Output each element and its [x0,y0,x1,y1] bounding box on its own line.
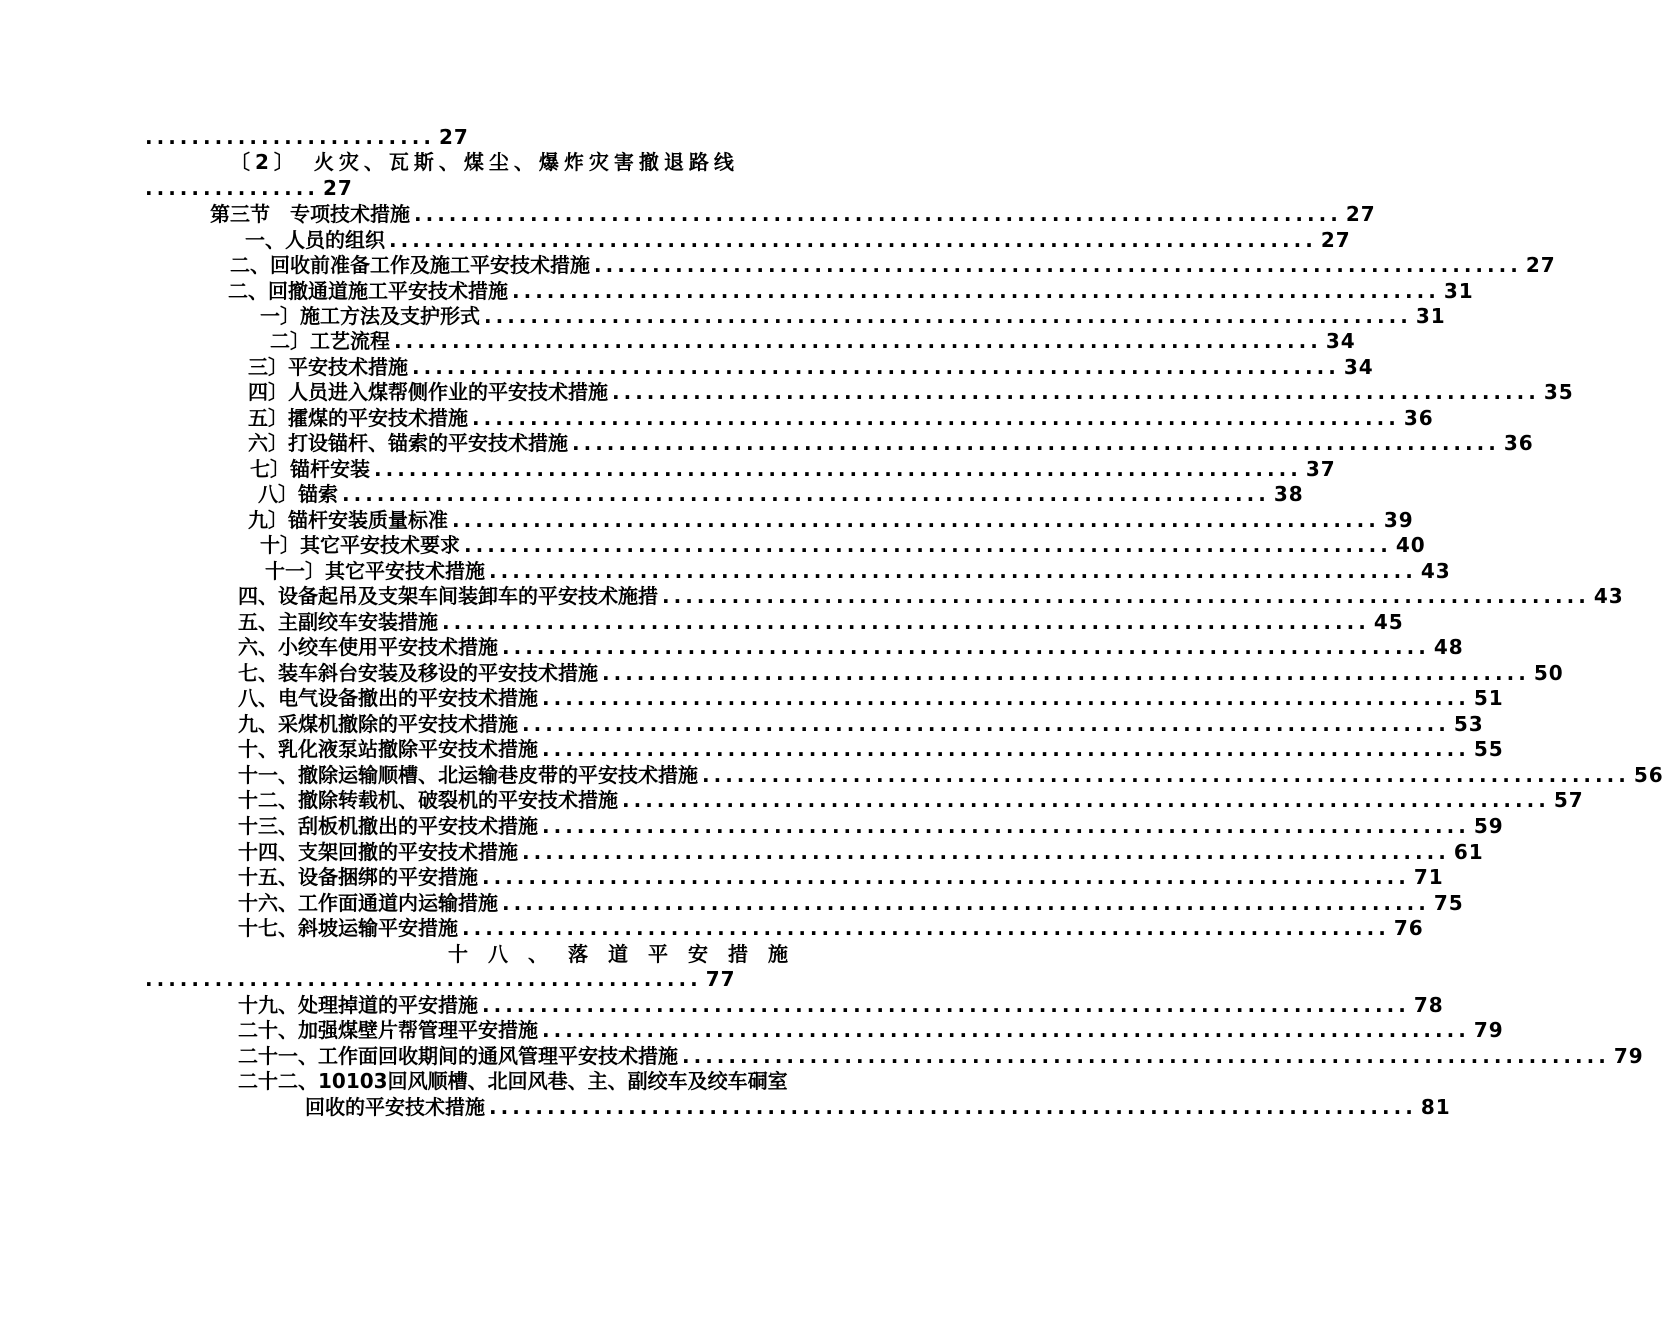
entry-title: 八、电气设备撤出的平安技术措施 [238,686,538,710]
page-number: 61 [1453,840,1484,864]
page-number: 59 [1473,814,1504,838]
dot-leader: ................................................................................ [522,840,1450,864]
page-number: 55 [1473,737,1504,761]
toc-entry-continuation[interactable] [145,967,736,992]
toc-entry[interactable] [238,661,1564,686]
dot-leader: ................................................................................ [522,712,1450,736]
dot-leader: ................................................................................ [442,610,1370,634]
dot-leader: ............... [145,176,319,200]
toc-entry[interactable] [228,279,1474,304]
entry-title: 二、回收前准备工作及施工平安技术措施 [230,253,590,277]
dot-leader: ................................................................................ [462,916,1390,940]
page-number: 56 [1633,763,1664,787]
page-number: 27 [438,125,469,149]
toc-entry[interactable] [238,712,1484,737]
toc-entry[interactable] [238,763,1664,788]
dot-leader: ................................................ [145,967,702,991]
page-number: 34 [1325,329,1356,353]
entry-title: 七、装车斜台安装及移设的平安技术措施 [238,661,598,685]
page-number: 53 [1453,712,1484,736]
dot-leader: ................................................................................ [489,1095,1417,1119]
entry-title: 六、小绞车使用平安技术措施 [238,635,498,659]
page-number: 27 [1345,202,1376,226]
toc-entry[interactable] [238,610,1404,635]
entry-title: 十一、撤除运输顺槽、北运输巷皮带的平安技术措施 [238,763,698,787]
toc-entry[interactable] [248,355,1374,380]
entry-title: 十四、支架回撤的平安技术措施 [238,840,518,864]
page-number: 39 [1383,508,1414,532]
dot-leader: ................................................................................ [389,228,1317,252]
toc-entry[interactable] [238,737,1504,762]
entry-title: 四〕人员进入煤帮侧作业的平安技术措施 [248,380,608,404]
toc-entry[interactable] [238,686,1504,711]
page-number: 43 [1593,584,1624,608]
page-number: 36 [1503,431,1534,455]
toc-entry-continuation[interactable] [145,125,469,150]
page-number: 38 [1273,482,1304,506]
dot-leader: ................................................................................ [472,406,1400,430]
toc-entry[interactable] [238,788,1584,813]
entry-title: 八〕锚索 [258,482,338,506]
dot-leader: ......................... [145,125,435,149]
toc-entry[interactable] [238,1069,832,1094]
page-number: 75 [1433,891,1464,915]
entry-title: 十九、处理掉道的平安措施 [238,993,478,1017]
page-number: 48 [1433,635,1464,659]
page-number: 77 [705,967,736,991]
entry-title: 十、乳化液泵站撤除平安技术措施 [238,737,538,761]
page-number: 71 [1413,865,1444,889]
entry-title: 十五、设备捆绑的平安措施 [238,865,478,889]
dot-leader: ................................................................................ [542,814,1470,838]
entry-title: 十八、落道平安措施 [448,942,808,966]
toc-entry-continuation[interactable] [145,176,353,201]
toc-entry[interactable] [210,202,1376,227]
entry-title: 五、主副绞车安装措施 [238,610,438,634]
toc-entry[interactable] [238,1018,1504,1043]
toc-entry[interactable] [265,559,1451,584]
entry-title: 第三节 专项技术措施 [210,202,410,226]
entry-title: 二〕工艺流程 [270,329,390,353]
dot-leader: ................................................................................ [682,1044,1610,1068]
page-number: 76 [1393,916,1424,940]
entry-title: 二十一、工作面回收期间的通风管理平安技术措施 [238,1044,678,1068]
toc-entry[interactable] [270,329,1356,354]
dot-leader: ................................................................................ [612,380,1540,404]
page-number: 40 [1395,533,1426,557]
page-number: 78 [1413,993,1444,1017]
toc-entry-continuation[interactable] [305,1095,1451,1120]
toc-entry[interactable] [238,891,1464,916]
dot-leader: ................................................................................ [484,304,1412,328]
page-number: 31 [1443,279,1474,303]
page-number: 35 [1543,380,1574,404]
dot-leader: ................................................................................ [502,635,1430,659]
dot-leader: ................................................................................ [342,482,1270,506]
toc-entry[interactable] [238,993,1444,1018]
dot-leader: ................................................................................ [489,559,1417,583]
entry-title: 七〕锚杆安装 [250,457,370,481]
dot-leader: ................................................................................ [482,993,1410,1017]
dot-leader: ................................................................................ [512,279,1440,303]
dot-leader: ................................................................................ [662,584,1590,608]
page-number: 51 [1473,686,1504,710]
dot-leader: ................................................................................ [502,891,1430,915]
page-number: 27 [1320,228,1351,252]
dot-leader: ................................................................................ [414,202,1342,226]
toc-entry[interactable] [260,533,1426,558]
entry-title: 十〕其它平安技术要求 [260,533,460,557]
toc-entry[interactable] [245,228,1351,253]
entry-title: 九〕锚杆安装质量标准 [248,508,448,532]
entry-title: 二十、加强煤壁片帮管理平安措施 [238,1018,538,1042]
dot-leader: ................................................................................ [542,1018,1470,1042]
toc-entry[interactable] [238,840,1484,865]
toc-entry[interactable] [258,482,1304,507]
toc-entry[interactable] [238,1044,1644,1069]
entry-title: 一、人员的组织 [245,228,385,252]
dot-leader: ................................................................................ [542,737,1470,761]
entry-title: 十三、刮板机撤出的平安技术措施 [238,814,538,838]
entry-title: 回收的平安技术措施 [305,1095,485,1119]
entry-title: 十一〕其它平安技术措施 [265,559,485,583]
entry-title: 五〕攉煤的平安技术措施 [248,406,468,430]
entry-title: 二十二、10103回风顺槽、北回风巷、主、副绞车及绞车硐室 [238,1069,788,1093]
dot-leader: ................................................................................ [572,431,1500,455]
toc-entry[interactable] [248,431,1534,456]
page-number: 31 [1415,304,1446,328]
page-number: 34 [1343,355,1374,379]
toc-entry[interactable] [238,814,1504,839]
toc-entry[interactable] [238,865,1444,890]
page-number: 81 [1420,1095,1451,1119]
toc-entry[interactable] [248,406,1434,431]
entry-title: 一〕施工方法及支护形式 [260,304,480,328]
page-number: 45 [1373,610,1404,634]
toc-entry[interactable] [230,150,832,175]
dot-leader: ................................................................................ [594,253,1522,277]
page-number: 37 [1305,457,1336,481]
toc-entry[interactable] [448,942,832,967]
toc-entry[interactable] [248,380,1574,405]
page-number: 36 [1403,406,1434,430]
page-number: 79 [1473,1018,1504,1042]
toc-entry[interactable] [238,916,1424,941]
dot-leader: ................................................................................ [394,329,1322,353]
entry-title: 十六、工作面通道内运输措施 [238,891,498,915]
entry-title: 九、采煤机撤除的平安技术措施 [238,712,518,736]
dot-leader: ................................................................................ [464,533,1392,557]
page-number: 27 [322,176,353,200]
dot-leader: ................................................................................ [602,661,1530,685]
toc-entry[interactable] [238,584,1624,609]
dot-leader: ................................................................................ [412,355,1340,379]
toc-entry[interactable] [260,304,1446,329]
toc-entry[interactable] [230,253,1556,278]
entry-title: 四、设备起吊及支架车间装卸车的平安技术施措 [238,584,658,608]
page-number: 27 [1525,253,1556,277]
entry-title: 〔2〕 火灾、瓦斯、煤尘、爆炸灾害撤退路线 [230,150,739,174]
page-number: 43 [1420,559,1451,583]
dot-leader: ................................................................................ [374,457,1302,481]
entry-title: 二、回撤通道施工平安技术措施 [228,279,508,303]
dot-leader: ................................................................................ [482,865,1410,889]
dot-leader: ................................................................................ [702,763,1630,787]
dot-leader: ................................................................................ [622,788,1550,812]
page-number: 57 [1553,788,1584,812]
entry-title: 六〕打设锚杆、锚索的平安技术措施 [248,431,568,455]
page-number: 50 [1533,661,1564,685]
dot-leader: ................................................................................ [452,508,1380,532]
dot-leader: ................................................................................ [542,686,1470,710]
toc-entry[interactable] [248,508,1414,533]
page-number: 79 [1613,1044,1644,1068]
toc-entry[interactable] [238,635,1464,660]
entry-title: 十七、斜坡运输平安措施 [238,916,458,940]
entry-title: 十二、撤除转载机、破裂机的平安技术措施 [238,788,618,812]
toc-entry[interactable] [250,457,1336,482]
entry-title: 三〕平安技术措施 [248,355,408,379]
